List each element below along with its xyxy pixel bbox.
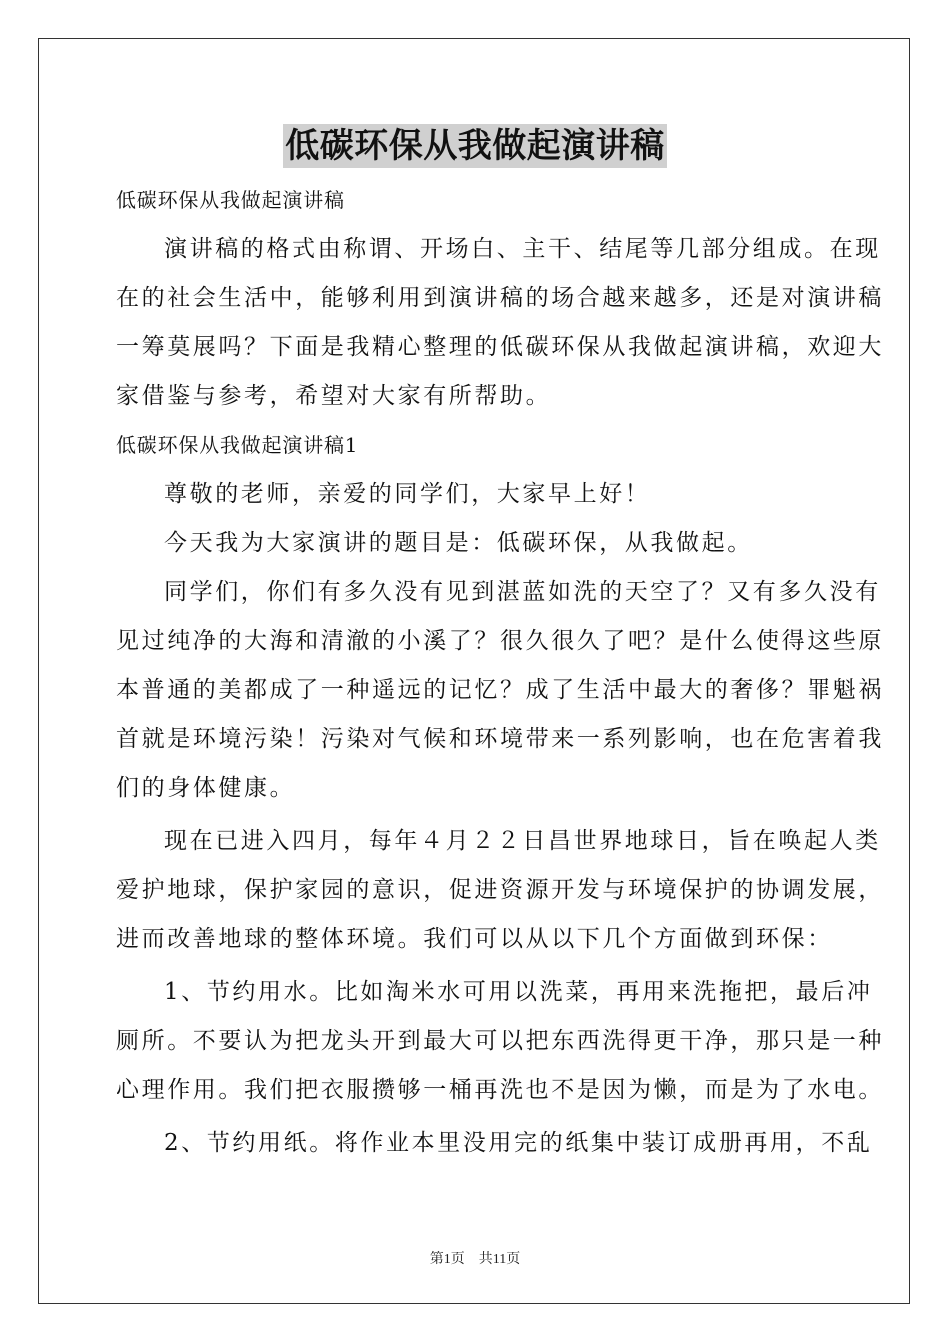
paragraph-line: 一筹莫展吗？下面是我精心整理的低碳环保从我做起演讲稿，欢迎大 xyxy=(116,334,884,360)
paragraph-line: 心理作用。我们把衣服攒够一桶再洗也不是因为懒，而是为了水电。 xyxy=(116,1077,884,1103)
document-title-text: 低碳环保从我做起演讲稿 xyxy=(285,126,665,166)
paragraph-line: 见过纯净的大海和清澈的小溪了？很久很久了吧？是什么使得这些原 xyxy=(116,628,884,654)
paragraph-line: 同学们，你们有多久没有见到湛蓝如洗的天空了？又有多久没有 xyxy=(164,579,881,605)
section-heading: 低碳环保从我做起演讲稿1 xyxy=(116,433,359,457)
paragraph-line: 本普通的美都成了一种遥远的记忆？成了生活中最大的奢侈？罪魁祸 xyxy=(116,677,884,703)
paragraph-earth-day xyxy=(116,817,884,964)
paragraph-line: 演讲稿的格式由称谓、开场白、主干、结尾等几部分组成。在现 xyxy=(164,236,881,262)
paragraph-save-water xyxy=(116,968,884,1115)
paragraph-line: 们的身体健康。 xyxy=(116,775,296,801)
intro-paragraph xyxy=(116,225,884,421)
paragraph-line: 家借鉴与参考，希望对大家有所帮助。 xyxy=(116,383,552,409)
document-body xyxy=(116,176,884,1168)
document-subtitle: 低碳环保从我做起演讲稿 xyxy=(116,188,345,212)
page-number: 第1页 共11页 xyxy=(429,1252,521,1267)
paragraph-line: 在的社会生活中，能够利用到演讲稿的场合越来越多，还是对演讲稿 xyxy=(116,285,884,311)
paragraph-line: 1、节约用水。比如淘米水可用以洗菜，再用来洗拖把，最后冲 xyxy=(164,979,873,1005)
paragraph-line: 进而改善地球的整体环境。我们可以从以下几个方面做到环保： xyxy=(116,926,833,952)
paragraph-line: 现在已进入四月，每年４月２２日昌世界地球日，旨在唤起人类 xyxy=(164,828,881,854)
paragraph-save-paper xyxy=(116,1119,873,1168)
paragraph-line: 厕所。不要认为把龙头开到最大可以把东西洗得更干净，那只是一种 xyxy=(116,1028,884,1054)
greeting-line: 尊敬的老师，亲爱的同学们，大家早上好！ xyxy=(164,481,651,507)
paragraph-pollution xyxy=(116,568,884,813)
paragraph-line: 首就是环境污染！污染对气候和环境带来一系列影响，也在危害着我 xyxy=(116,726,884,752)
paragraph-line: 2、节约用纸。将作业本里没用完的纸集中装订成册再用，不乱 xyxy=(164,1130,873,1156)
paragraph-line: 爱护地球，保护家园的意识，促进资源开发与环境保护的协调发展， xyxy=(116,877,884,903)
topic-line: 今天我为大家演讲的题目是：低碳环保，从我做起。 xyxy=(164,530,753,556)
document-title xyxy=(0,124,950,168)
